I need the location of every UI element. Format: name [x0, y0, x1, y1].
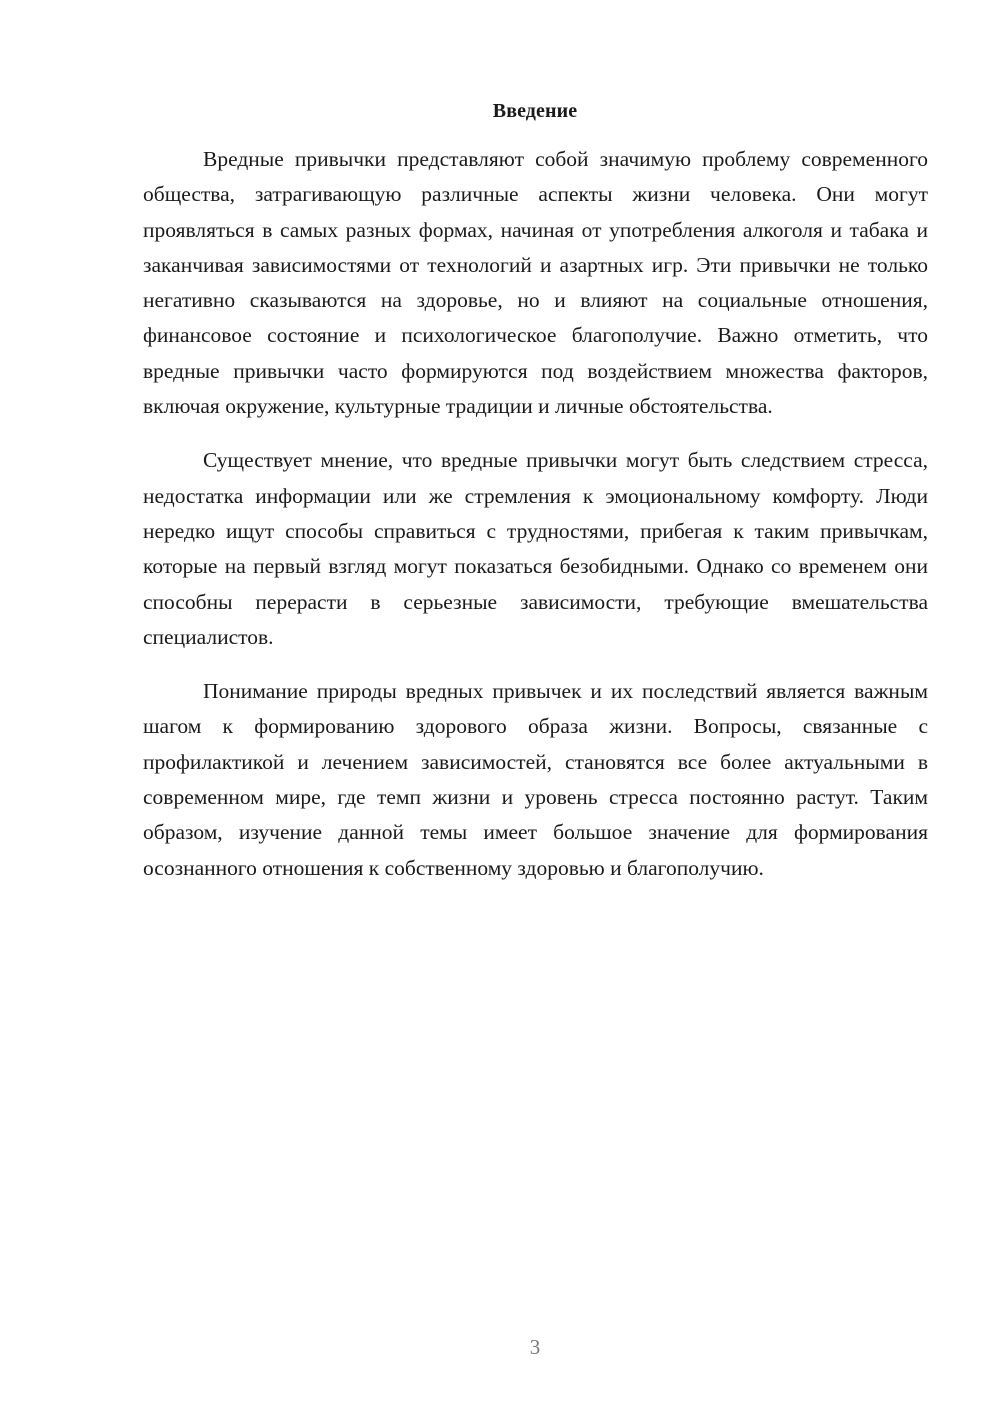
paragraph-1: Вредные привычки представляют собой значимую проблему современного общества, затрагивающую различные аспекты жизни человека. Они могут проявляться в самых разных формах, начиная от употребления алкоголя и табака и заканчивая зависимостями от технологий и азартных игр. Эти привычки не только негативно сказываются на здоровье, но и влияют на социальные отношения, финансовое состояние и психологическое благополучие. Важно отметить, что вредные привычки часто формируются под воздействием множества факторов, включая окружение, культурные традиции и личные обстоятельства.	[143, 147, 928, 419]
section-heading: Введение	[492, 100, 578, 122]
body-text	[143, 142, 928, 905]
page-number: 3	[529, 1335, 541, 1359]
paragraph-2: Существует мнение, что вредные привычки могут быть следствием стресса, недостатка информации или же стремления к эмоциональному комфорту. Люди нередко ищут способы справиться с трудностями, прибегая к таким привычкам, которые на первый взгляд могут показаться безобидными. Однако со временем они способны перерасти в серьезные зависимости, требующие вмешательства специалистов.	[143, 448, 928, 649]
paragraph-3: Понимание природы вредных привычек и их последствий является важным шагом к формированию здорового образа жизни. Вопросы, связанные с профилактикой и лечением зависимостей, становятся все более актуальными в современном мире, где темп жизни и уровень стресса постоянно растут. Таким образом, изучение данной темы имеет большое значение для формирования осознанного отношения к собственному здоровью и благополучию.	[143, 679, 928, 880]
